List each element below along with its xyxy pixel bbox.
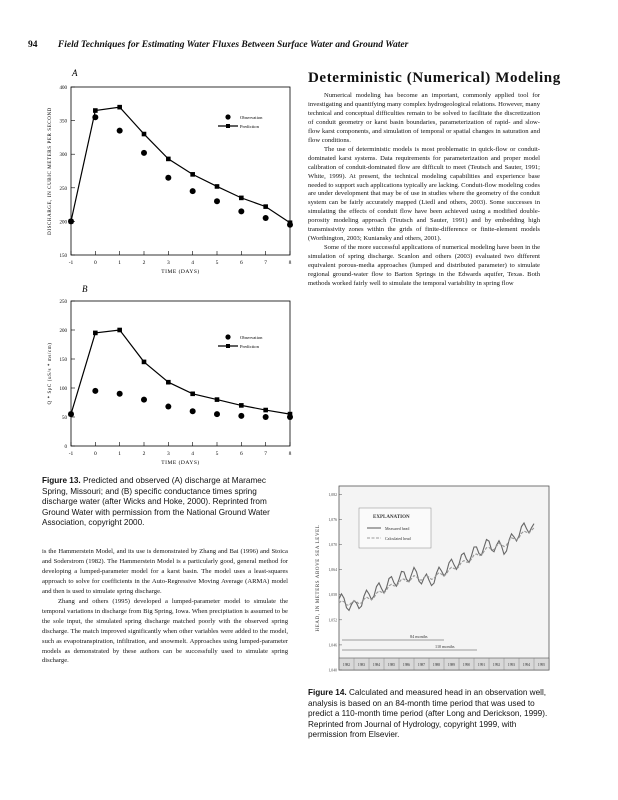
observation-point <box>68 411 74 417</box>
panel-label: B <box>82 284 88 294</box>
x-tick-label: 7 <box>264 260 268 266</box>
y-tick-label: 1,076 <box>328 517 337 522</box>
y-tick-label: 1,052 <box>328 618 337 623</box>
x-tick-label: 1990 <box>462 663 471 667</box>
annotation-84-months: 84 months <box>410 634 428 639</box>
x-tick-label: 8 <box>288 260 292 266</box>
y-axis-label: HEAD, IN METERS ABOVE SEA LEVEL <box>316 524 321 632</box>
x-tick-label: 1988 <box>432 663 441 667</box>
y-tick-label: 1,064 <box>328 568 337 573</box>
x-tick-label: -1 <box>68 260 74 266</box>
x-tick-label: 6 <box>239 451 243 457</box>
prediction-point <box>263 408 268 413</box>
observation-point <box>263 215 269 221</box>
observation-point <box>117 391 123 397</box>
observation-point <box>214 411 220 417</box>
prediction-point <box>166 157 171 162</box>
prediction-point <box>142 360 147 365</box>
y-tick-label: 400 <box>59 86 67 91</box>
y-tick-label: 150 <box>59 254 67 259</box>
observation-point <box>214 198 220 204</box>
chart-b-plot <box>48 300 293 466</box>
x-tick-label: 1984 <box>372 663 381 667</box>
legend-observation-marker <box>225 334 230 339</box>
prediction-point <box>263 204 268 209</box>
x-axis-label: TIME (DAYS) <box>161 269 200 275</box>
right-column-text <box>308 92 540 289</box>
x-tick-label: 4 <box>191 260 195 266</box>
legend-prediction-marker <box>226 344 230 348</box>
prediction-point <box>215 184 220 189</box>
plot-frame <box>71 301 290 446</box>
x-tick-label: 1987 <box>417 663 426 667</box>
x-tick-label: 1989 <box>447 663 456 667</box>
figure14-chart <box>306 480 556 680</box>
annotation-110-months: 110 months <box>435 644 455 649</box>
y-tick-label: 250 <box>59 186 67 192</box>
y-tick-label: 0 <box>64 445 67 450</box>
y-tick-label: 1,082 <box>328 492 337 497</box>
y-axis-label: DISCHARGE, IN CUBIC METERS PER SECOND <box>48 107 53 235</box>
caption-label: Figure 13. <box>42 476 81 485</box>
legend-measured-label: Measured head <box>385 526 410 531</box>
left-column-text <box>42 547 288 666</box>
prediction-point <box>142 132 147 137</box>
x-tick-label: 1 <box>118 260 122 266</box>
x-tick-label: 1982 <box>342 663 351 667</box>
paragraph: Numerical modeling has become an important, commonly applied tool for investigating and quantifying many complex hydrogeological relations. However, many technical and conceptual difficulties remain to be solved to facilitate the discretization of conduit geometry or karst basin boundaries, parameterization of rapid- and slow-flow karst components, and simulation of temporal or spatial changes in saturation and flow conditions. <box>308 92 540 144</box>
y-tick-label: 100 <box>59 387 67 392</box>
y-tick-label: 200 <box>59 329 67 334</box>
figure13-chart-b <box>40 282 300 472</box>
y-tick-label: 50 <box>62 416 67 421</box>
legend-observation-marker <box>225 114 230 119</box>
x-tick-label: 4 <box>191 451 195 457</box>
page-number: 94 <box>28 40 38 50</box>
paragraph: The use of deterministic models is most problematic in quick-flow or conduit-dominated karst systems. Data requirements for parameterization and proper model calibration of conduit-dominated flow are difficult to meet (Teutsch and Sauter, 1991; White, 1999). At present, the technical modeling capabilities and experience base needed to support such applications typically are lacking. Conduit-flow modeling codes are under development that may be of use in studies where the geometry of the conduit system can be fairly accurately mapped (Liedl and others, 2003). Some successes in simulating the effects of conduit flow have been achieved using a modified double-porosity modeling approach (Teutsch and Sauter, 1991) and by embedding high transmissivity zones within the grids of finite-difference or finite-element models (Worthington, 2003; Kuniansky and others, 2001). <box>308 145 540 243</box>
y-axis-label: Q * SpC (uS/s * ms/cm) <box>48 342 53 405</box>
chart-c-plot <box>316 486 549 674</box>
prediction-point <box>166 380 171 385</box>
x-tick-label: 0 <box>93 260 97 266</box>
observation-point <box>68 218 74 224</box>
observation-point <box>141 150 147 156</box>
paragraph: Some of the more successful applications of numerical modeling have been in the simulation of spring discharge. Scanlon and others (2003) evaluated two different equivalent porous-media approaches (lumped and distributed parameter) to simulate regional ground-water flow to Barton Springs in the Edwards aquifer, Texas. Both methods worked fairly well to simulate the temporal variability in spring flow <box>308 244 540 288</box>
plot-frame <box>71 87 290 255</box>
caption-label: Figure 14. <box>308 688 347 697</box>
paragraph: is the Hammerstein Model, and its use is demonstrated by Zhang and Bai (1996) and Stoica and Soderstrom (1982). The Hammerstein Model is a particularly good, general method for developing a lumped-parameter model for a karst basin. The model uses a least-squares approach to solve for coefficients in the Auto-Regressive Moving Average (ARMA) model and then is used to simulate spring discharge. <box>42 548 288 595</box>
x-tick-label: 1985 <box>387 663 396 667</box>
observation-point <box>263 414 269 420</box>
observation-point <box>287 222 293 228</box>
x-tick-label: 6 <box>239 260 243 266</box>
prediction-point <box>117 105 122 110</box>
legend-prediction-label: Prediction <box>240 124 259 129</box>
legend-observation-label: Observation <box>240 115 263 120</box>
section-title: Deterministic (Numerical) Modeling <box>308 70 561 86</box>
observation-point <box>117 128 123 134</box>
observation-point <box>165 404 171 410</box>
x-tick-label: 1986 <box>402 663 411 667</box>
observation-point <box>287 414 293 420</box>
y-tick-label: 1,040 <box>328 668 337 673</box>
x-tick-label: 1994 <box>522 663 531 667</box>
x-tick-label: 7 <box>264 451 268 457</box>
prediction-point <box>93 331 98 336</box>
observation-point <box>92 388 98 394</box>
y-tick-label: 1,058 <box>328 593 337 598</box>
observation-point <box>238 413 244 419</box>
prediction-point <box>93 108 98 113</box>
x-tick-label: 0 <box>93 451 97 457</box>
chart-a-plot <box>48 86 293 275</box>
figure13-chart-a <box>40 66 300 286</box>
x-tick-label: 8 <box>288 451 292 457</box>
running-title: Field Techniques for Estimating Water Fluxes Between Surface Water and Ground Water <box>57 40 409 50</box>
x-tick-label: 3 <box>166 260 170 266</box>
y-tick-label: 150 <box>59 358 67 363</box>
legend-calculated-label: Calculated head <box>385 536 411 541</box>
figure14-caption <box>308 688 552 741</box>
x-tick-label: 1993 <box>507 663 516 667</box>
observation-point <box>165 175 171 181</box>
y-tick-label: 350 <box>59 119 67 125</box>
caption-text: Calculated and measured head in an observation well, analysis is based on an 84-month time period that was used to predict a 110-month time period (after Long and Derickson, 1999). Reprinted from Journal of Hydrology, copyright 1999, with permission from Elsevier. <box>308 688 548 740</box>
observation-point <box>238 208 244 214</box>
observation-point <box>190 408 196 414</box>
x-axis-label: TIME (DAYS) <box>161 460 200 466</box>
x-tick-label: 1 <box>118 451 122 457</box>
prediction-point <box>190 172 195 177</box>
prediction-point <box>239 403 244 408</box>
observation-point <box>92 114 98 120</box>
panel-label: A <box>72 68 78 78</box>
y-tick-label: 1,046 <box>328 643 337 648</box>
x-tick-label: 2 <box>142 260 146 266</box>
caption-text: Predicted and observed (A) discharge at Maramec Spring, Missouri; and (B) specific conductance times spring discharge water (after Wicks and Hoke, 2000). Reprinted from Ground Water with permission from the National Ground Water Association, copyright 2000. <box>42 476 270 528</box>
x-tick-label: 3 <box>166 451 170 457</box>
y-tick-label: 300 <box>59 153 67 159</box>
y-tick-label: 250 <box>59 300 67 305</box>
observation-point <box>141 397 147 403</box>
y-tick-label: 1,070 <box>328 543 337 548</box>
x-tick-label: 1991 <box>477 663 486 667</box>
prediction-point <box>239 196 244 201</box>
x-tick-label: 5 <box>215 260 219 266</box>
x-tick-label: 1983 <box>357 663 366 667</box>
figure13-caption <box>42 476 292 529</box>
legend-prediction-marker <box>226 124 230 128</box>
observation-point <box>190 188 196 194</box>
prediction-point <box>117 328 122 333</box>
running-header <box>28 40 408 50</box>
prediction-line <box>71 330 290 414</box>
x-tick-label: -1 <box>68 451 74 457</box>
y-tick-label: 200 <box>59 220 67 226</box>
legend-prediction-label: Prediction <box>240 344 259 349</box>
paragraph: Zhang and others (1995) developed a lumped-parameter model to simulate the temporal variations in discharge from Big Spring, Iowa. When precipitation is assumed to be the sole input, the simulated spring discharge matched poorly with the observed spring discharge. The match improved significantly when other variables were added to the model, such as evapotranspiration, infiltration, and snowmelt. Approaches using lumped-parameter models as demonstrated by these authors can be successfully used to simulate spring discharge. <box>42 597 288 665</box>
x-tick-label: 1992 <box>492 663 501 667</box>
x-tick-label: 2 <box>142 451 146 457</box>
legend-observation-label: Observation <box>240 335 263 340</box>
x-tick-label: 5 <box>215 451 219 457</box>
x-tick-label: 1995 <box>537 663 546 667</box>
legend-title: EXPLANATION <box>373 515 410 520</box>
prediction-point <box>215 397 220 402</box>
prediction-point <box>190 392 195 397</box>
